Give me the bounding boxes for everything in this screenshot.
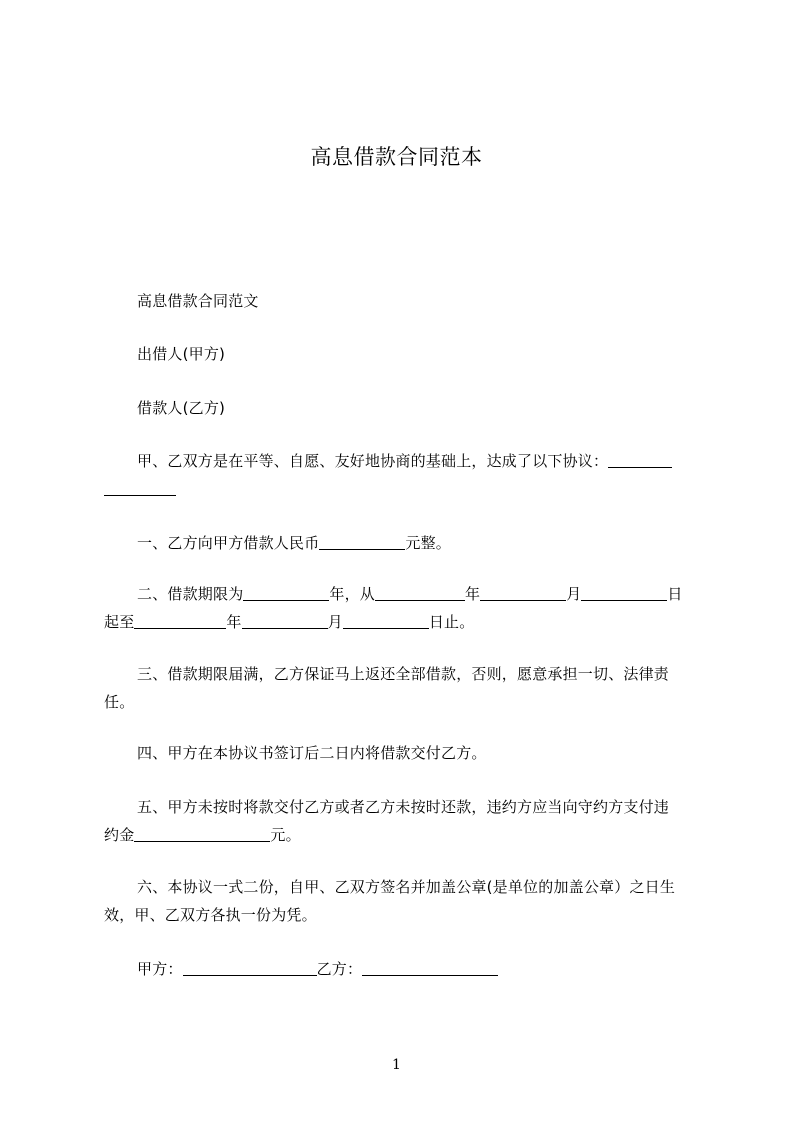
clause-2-part8: 月	[327, 613, 343, 631]
intro-blank-1	[608, 452, 672, 468]
clause-1-suffix: 元整。	[405, 534, 452, 552]
clause-6-line-2: 效，甲、乙双方各执一份为凭。	[104, 906, 317, 924]
clause-2-part9: 日止。	[428, 613, 475, 631]
end-year-blank	[134, 613, 226, 629]
clause-2	[104, 580, 704, 636]
intro-blank-2	[104, 480, 176, 496]
clause-4-text: 四、甲方在本协议书签订后二日内将借款交付乙方。	[137, 744, 487, 762]
end-month-blank	[242, 613, 328, 629]
intro-line-1	[104, 447, 704, 475]
clause-2-part1: 二、借款期限为	[137, 585, 244, 603]
start-month-blank	[480, 585, 566, 601]
clause-5	[104, 793, 704, 849]
intro-paragraph	[104, 447, 704, 503]
clause-6-line-1: 六、本协议一式二份，自甲、乙双方签名并加盖公章(是单位的加盖公章）之日生	[137, 878, 676, 896]
page-number: 1	[392, 1057, 401, 1073]
clause-3-line-1: 三、借款期限届满，乙方保证马上返还全部借款，否则，愿意承担一切、法律责	[137, 665, 670, 683]
clause-4	[104, 739, 704, 767]
start-day-blank	[581, 585, 667, 601]
clause-1-prefix: 一、乙方向甲方借款人民币	[137, 534, 320, 552]
clause-2-part5: 日	[667, 585, 683, 603]
clause-1	[104, 529, 704, 557]
intro-line-2	[104, 475, 704, 503]
start-year-blank	[375, 585, 465, 601]
clause-2-part4: 月	[566, 585, 582, 603]
clause-5-prefix: 约金	[104, 826, 135, 844]
clause-2-line-2	[104, 608, 704, 636]
term-years-blank	[243, 585, 329, 601]
party-b-signature-blank	[362, 960, 498, 976]
clause-2-part6: 起至	[104, 613, 135, 631]
borrower-line	[104, 394, 704, 422]
signature-line	[104, 955, 704, 983]
clause-5-line-1: 五、甲方未按时将款交付乙方或者乙方未按时还款，违约方应当向守约方支付违	[137, 798, 670, 816]
document-title: 高息借款合同范本	[310, 145, 483, 169]
clause-2-part7: 年	[226, 613, 242, 631]
clause-5-suffix: 元。	[270, 826, 301, 844]
penalty-amount-blank	[134, 826, 270, 842]
heading-text: 高息借款合同范文	[137, 292, 259, 310]
clause-1-amount-blank	[319, 534, 405, 550]
party-b-label: 乙方：	[316, 960, 363, 978]
clause-3-line-2: 任。	[104, 693, 135, 711]
clause-2-part3: 年	[465, 585, 481, 603]
borrower-text: 借款人(乙方)	[137, 399, 226, 417]
lender-text: 出借人(甲方)	[137, 345, 226, 363]
clause-5-line-2	[104, 821, 704, 849]
end-day-blank	[343, 613, 429, 629]
clause-2-part2: 年，从	[329, 585, 376, 603]
intro-text: 甲、乙双方是在平等、自愿、友好地协商的基础上，达成了以下协议：	[137, 452, 609, 470]
clause-6	[104, 873, 704, 929]
lender-line	[104, 340, 704, 368]
clause-3	[104, 660, 704, 716]
clause-2-line-1	[104, 580, 704, 608]
clause-1-line	[104, 529, 704, 557]
signature-row	[104, 955, 704, 983]
party-a-signature-blank	[183, 960, 317, 976]
party-a-label: 甲方：	[137, 960, 183, 978]
document-heading	[104, 287, 704, 315]
